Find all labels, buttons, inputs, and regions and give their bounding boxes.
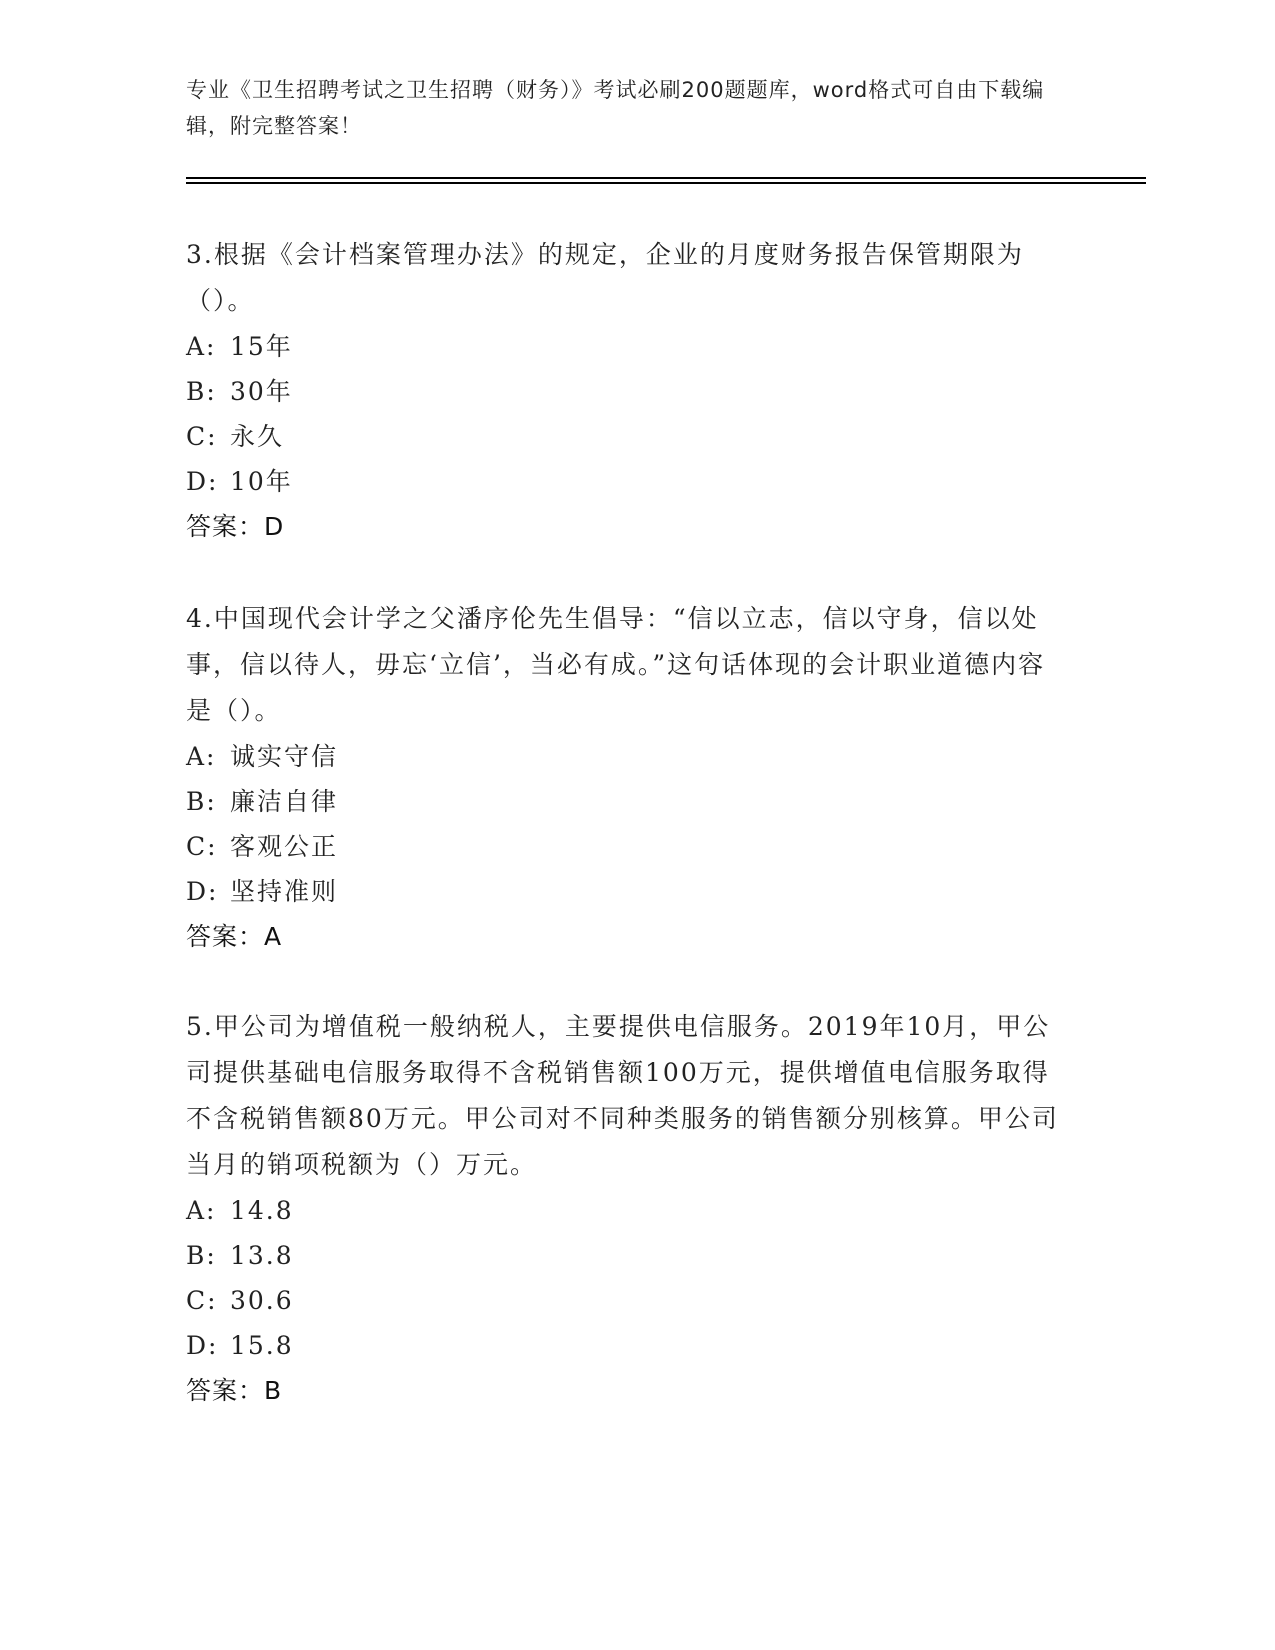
option-d (186, 1323, 1066, 1368)
header-rule-bottom (186, 182, 1146, 184)
option-letter: C: (186, 422, 218, 451)
question-stem: 3.根据《会计档案管理办法》的规定，企业的月度财务报告保管期限为（）。 (186, 240, 1024, 315)
option-letter: A: (186, 1196, 217, 1225)
option-c (186, 824, 1066, 869)
option-text: 诚实守信 (230, 742, 339, 771)
option-text: 30.6 (230, 1286, 294, 1315)
question-stem: 5.甲公司为增值税一般纳税人，主要提供电信服务。2019年10月，甲公司提供基础电信服务取得不含税销售额100万元，提供增值电信服务取得不含税销售额80万元。甲公司对不同种类服务的销售额分别核算。甲公司当月的销项税额为（）万元。 (186, 1012, 1059, 1179)
option-text: 13.8 (230, 1241, 294, 1270)
option-letter: C: (186, 832, 218, 861)
option-letter: D: (186, 467, 219, 496)
option-text: 10年 (230, 467, 293, 496)
answer-line: 答案：A (186, 922, 283, 951)
option-letter: B: (186, 787, 217, 816)
answer-line: 答案：B (186, 1376, 283, 1405)
option-text: 30年 (230, 377, 293, 406)
option-text: 廉洁自律 (230, 787, 339, 816)
option-b (186, 369, 1066, 414)
option-letter: B: (186, 1241, 217, 1270)
option-d (186, 869, 1066, 914)
option-b (186, 1233, 1066, 1278)
option-c (186, 414, 1066, 459)
option-letter: D: (186, 1331, 219, 1360)
option-letter: D: (186, 877, 219, 906)
option-a (186, 1188, 1066, 1233)
option-text: 15年 (230, 332, 293, 361)
option-text: 14.8 (230, 1196, 294, 1225)
answer-line: 答案：D (186, 512, 285, 541)
question-4 (186, 596, 1066, 959)
option-text: 15.8 (230, 1331, 294, 1360)
option-text: 永久 (230, 422, 285, 451)
option-d (186, 459, 1066, 504)
option-text: 客观公正 (230, 832, 339, 861)
question-5 (186, 1004, 1066, 1413)
option-letter: A: (186, 332, 217, 361)
option-c (186, 1278, 1066, 1323)
option-b (186, 779, 1066, 824)
document-header: 专业《卫生招聘考试之卫生招聘（财务）》考试必刷200题题库，word格式可自由下载编辑，附完整答案！ (186, 78, 1045, 138)
option-letter: C: (186, 1286, 218, 1315)
question-3 (186, 232, 1066, 549)
option-a (186, 324, 1066, 369)
option-a (186, 734, 1066, 779)
question-stem: 4.中国现代会计学之父潘序伦先生倡导：“信以立志，信以守身，信以处事，信以待人，毋忘‘立信’，当必有成。”这句话体现的会计职业道德内容是（）。 (186, 604, 1046, 725)
option-letter: B: (186, 377, 217, 406)
option-text: 坚持准则 (230, 877, 339, 906)
header-rule-top (186, 177, 1146, 179)
option-letter: A: (186, 742, 217, 771)
